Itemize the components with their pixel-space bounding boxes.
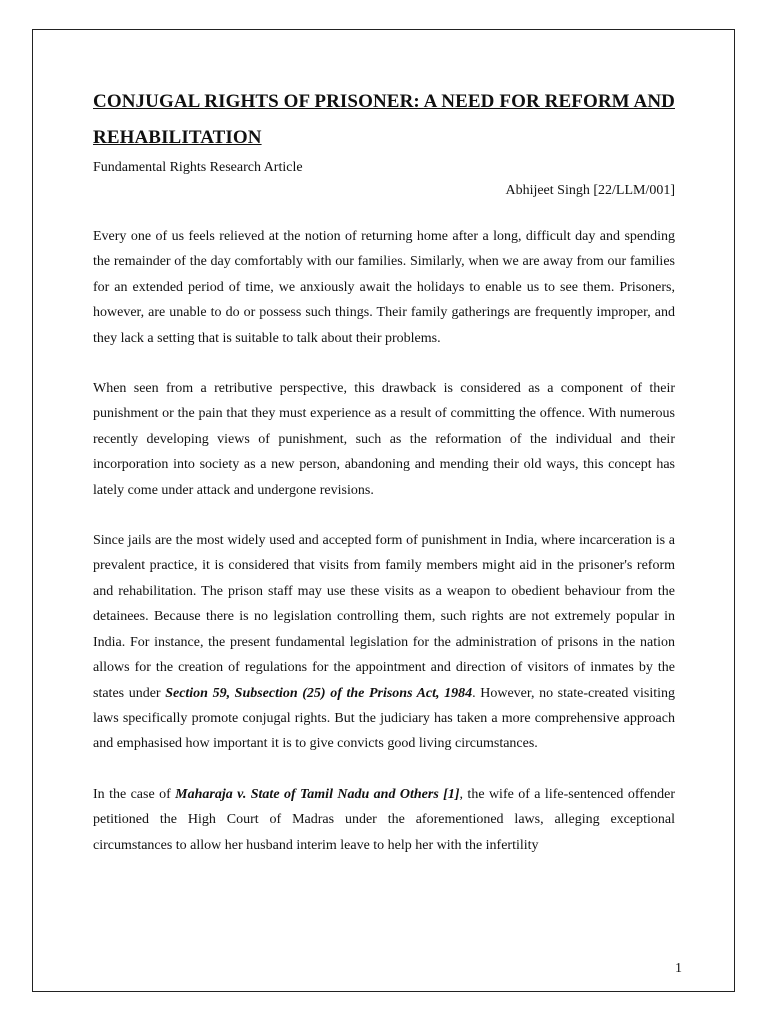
paragraph-1: Every one of us feels relieved at the notion of returning home after a long, difficult day and spending the remainder of the day comfortably with our families. Similarly, when we are away from our families for an extended period of time, we anxiously await the holidays to enable us to see them. Prisoners, however, are unable to do or possess such things. Their family gatherings are frequently improper, and they lack a setting that is suitable to talk about their problems. (93, 229, 675, 346)
page-number: 1 (675, 961, 682, 976)
statute-citation: Section 59, Subsection (25) of the Prisons Act, 1984 (165, 685, 473, 701)
document-body (93, 84, 675, 858)
article-author: Abhijeet Singh [22/LLM/001] (505, 183, 675, 198)
case-citation: Maharaja v. State of Tamil Nadu and Others [1] (175, 786, 460, 802)
paragraph-4 (93, 782, 675, 858)
paragraph-3 (93, 528, 675, 757)
paragraph-4-text-start: In the case of (93, 786, 176, 802)
article-subtitle: Fundamental Rights Research Article (93, 160, 303, 175)
article-title: CONJUGAL RIGHTS OF PRISONER: A NEED FOR REFORM AND REHABILITATION (93, 91, 675, 148)
paragraph-3-text-end: . However, no state-created visiting laws specifically promote conjugal rights. But the judiciary has taken a more comprehensive approach and emphasised how important it is to give convicts good living circumstances. (93, 685, 676, 752)
paragraph-3-text-start: Since jails are the most widely used and accepted form of punishment in India, where incarceration is a prevalent practice, it is considered that visits from family members might aid in the prisoner's reform and rehabilitation. The prison staff may use these visits as a weapon to obedient behaviour from the detainees. Because there is no legislation controlling them, such rights are not extremely popular in India. For instance, the present fundamental legislation for the administration of prisons in the nation allows for the creation of regulations for the appointment and direction of visitors of inmates by the states under (93, 533, 675, 701)
paragraph-4-text-end: , the wife of a life-sentenced offender petitioned the High Court of Madras under the aforementioned laws, alleging exceptional circumstances to allow her husband interim leave to help her with the infertility (93, 786, 676, 853)
paragraph-2: When seen from a retributive perspective, this drawback is considered as a component of their punishment or the pain that they must experience as a result of committing the offence. With numerous recently developing views of punishment, such as the reformation of the individual and their incorporation into society as a new person, abandoning and mending their old ways, this concept has lately come under attack and undergone revisions. (93, 381, 675, 498)
